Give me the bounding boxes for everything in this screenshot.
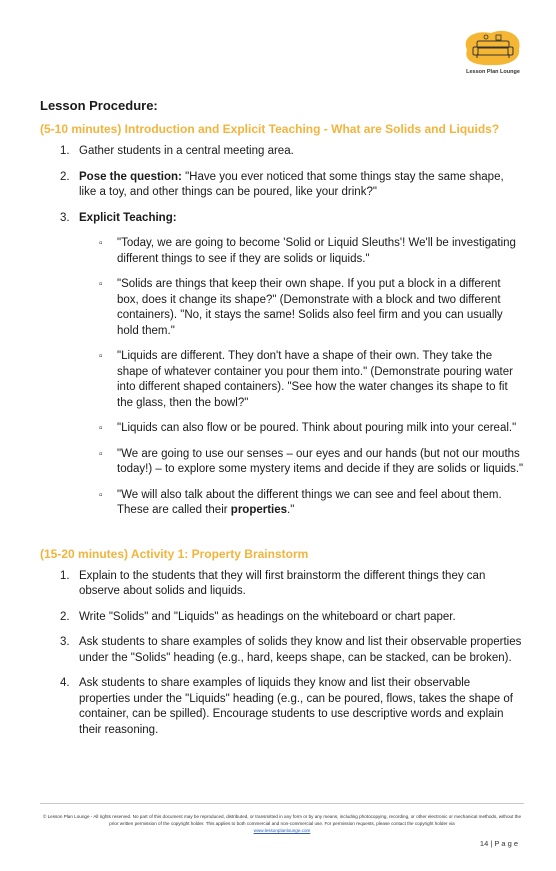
quote-text-end: ." (287, 504, 295, 516)
teaching-quotes (79, 236, 524, 519)
step-text: Explain to the students that they will first brainstorm the different things they can observe about solids and liquids. (79, 569, 486, 597)
quote-item (79, 236, 524, 267)
website-link[interactable]: www.lessonplanlounge.com (253, 828, 311, 833)
step-number: 1. (60, 569, 70, 582)
sofa-icon (457, 28, 529, 70)
step-number: 2. (60, 610, 70, 623)
step-number: 4. (60, 677, 70, 689)
quote-text: "We will also talk about the different things we can see and feel about them. These are called their (117, 488, 502, 516)
square-bullet-icon: ▫ (99, 448, 103, 460)
step-text: Write "Solids" and "Liquids" as headings on the whiteboard or chart paper. (79, 610, 456, 623)
square-bullet-icon: ▫ (99, 351, 103, 362)
quote-text: "Liquids are different. They don't have a shape of their own. They take the shape of whatever container you pour them into." (Demonstrate pouring water into different shaped containers). "See how the water changes its shape to fit the glass, then the bowl?" (117, 350, 513, 409)
quote-item (79, 488, 524, 519)
list-item (40, 211, 524, 519)
list-item (40, 635, 524, 666)
step-number: 3. (60, 636, 70, 648)
intro-steps (40, 144, 524, 519)
step-text: Ask students to share examples of liquids they know and list their observable properties under the "Liquids" heading (e.g., can be poured, flows, takes the shape of container, can be spilled). Encourage students to use descriptive words and explain their reasoning. (79, 677, 513, 736)
step-bold-label: Explicit Teaching: (79, 211, 177, 224)
section-heading-activity-1: (15-20 minutes) Activity 1: Property Brainstorm (40, 546, 309, 561)
lesson-plan-lounge-logo (457, 28, 529, 88)
quote-item (79, 277, 524, 339)
quote-text: "We are going to use our senses – our eyes and our hands (but not our mouths today!) – to explore some mystery items and decide if they are solids or liquids." (117, 447, 524, 475)
copyright-text: © Lesson Plan Lounge - All rights reserved. No part of this document may be reproduced, distributed, or transmitted in any form or by any means, including photocopying, recording, or other electronic or mechanical methods, without the prior written permission of the copyright holder. This applies to both commercial and non-commercial use. For permission requests, please contact the copyright holder via (42, 814, 522, 826)
quote-item (79, 421, 524, 437)
list-item (40, 610, 524, 626)
quote-text: "Liquids can also flow or be poured. Think about pouring milk into your cereal." (117, 422, 517, 434)
quote-text: "Solids are things that keep their own shape. If you put a block in a different box, does it change its shape?" (Demonstrate with a block and two different containers). "No, it stays the same! Solids also feel firm and you can usually hold them." (117, 278, 503, 337)
logo-text: Lesson Plan Lounge (466, 69, 520, 75)
square-bullet-icon: ▫ (99, 423, 103, 434)
list-item (40, 676, 524, 738)
list-item (40, 170, 524, 201)
list-item (40, 569, 524, 600)
page-title: Lesson Procedure: (40, 98, 158, 113)
step-number: 2. (60, 170, 70, 183)
step-bold-label: Pose the question: (79, 170, 182, 183)
step-text: Gather students in a central meeting area. (79, 145, 294, 157)
quote-bold: properties (230, 504, 288, 516)
step-text: Ask students to share examples of solids they know and list their observable properties under the "Solids" heading (e.g., hard, keeps shape, can be stacked, can be broken). (79, 636, 522, 664)
step-number: 3. (60, 211, 70, 224)
quote-item (79, 349, 524, 411)
footer-divider (40, 803, 524, 804)
footer-copyright (40, 813, 524, 834)
square-bullet-icon: ▫ (99, 279, 103, 290)
page-content (40, 98, 524, 748)
section-heading-intro: (5-10 minutes) Introduction and Explicit Teaching - What are Solids and Liquids? (40, 122, 500, 136)
square-bullet-icon: ▫ (99, 238, 103, 249)
activity-steps (40, 569, 524, 739)
page-number: 14 | P a g e (479, 839, 518, 848)
list-item (40, 144, 524, 160)
quote-item (79, 447, 524, 478)
step-text: "Have you ever noticed that some things stay the same shape, like a toy, and other things can be poured, like your drink?" (79, 170, 504, 198)
quote-text: "Today, we are going to become 'Solid or Liquid Sleuths'! We'll be investigating different things to see if they are solids or liquids." (117, 237, 516, 265)
square-bullet-icon: ▫ (99, 489, 103, 501)
step-number: 1. (60, 145, 70, 157)
